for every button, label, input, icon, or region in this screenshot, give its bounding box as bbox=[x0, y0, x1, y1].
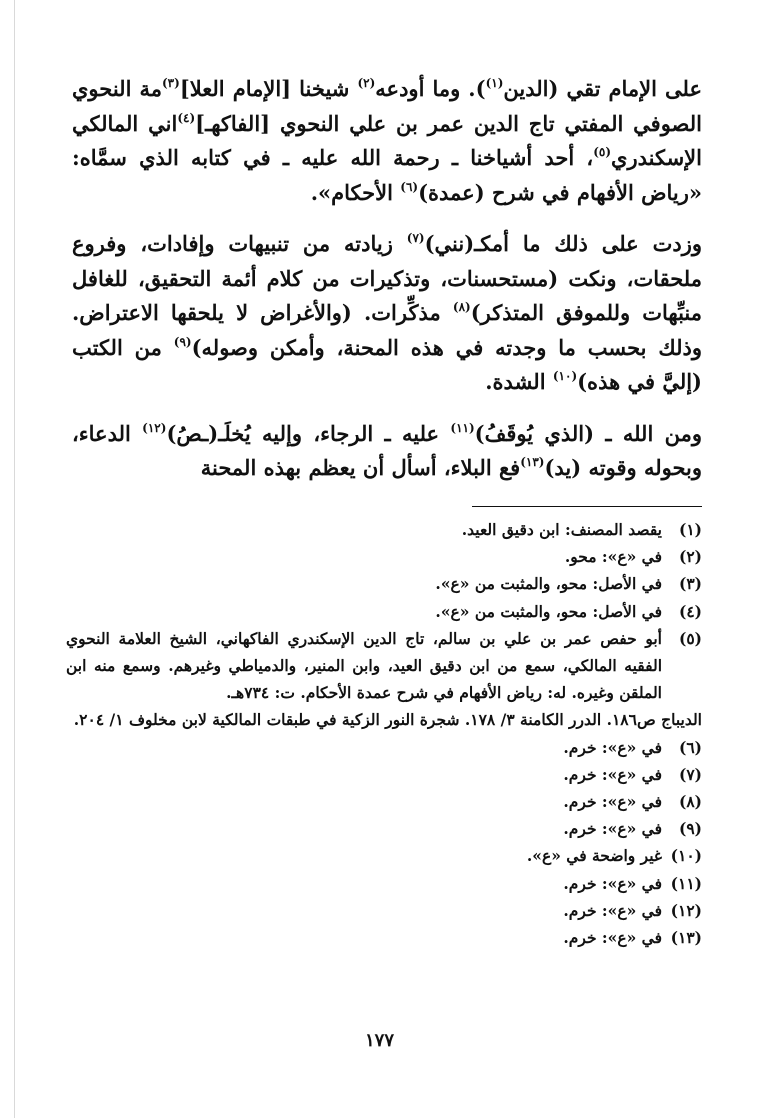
footnote-item bbox=[66, 842, 702, 869]
footnote-text: في «ع»: خرم. bbox=[563, 792, 662, 812]
text-span: اني المالكي الإسكندري bbox=[72, 110, 702, 170]
footnote-text: غير واضحة في «ع». bbox=[526, 846, 662, 866]
footnote-item bbox=[66, 897, 702, 924]
footnote-ref: (١٠) bbox=[552, 369, 578, 383]
footnote-text: في الأصل: محو، والمثبت من «ع». bbox=[435, 574, 662, 594]
footnote-text: أبو حفص عمر بن علي بن سالم، تاج الدين الإسكندري الفاكهاني، الشيخ العلامة النحوي الفقيه المالكي، سمع من ابن دقيق العيد، وابن المنير، والدمياطي وغيرهم. وسمع منه ابن الملقن وغيره. له: رياض الأفهام في شرح عمدة الأحكام. ت: ٧٣٤هـ. bbox=[66, 628, 662, 703]
footnote-item bbox=[66, 788, 702, 815]
text-span: الأحكام». bbox=[310, 179, 401, 205]
footnote-separator bbox=[472, 506, 702, 507]
footnote-ref: (١١) bbox=[450, 420, 475, 435]
footnote-source-line: الديباج ص١٨٦. الدرر الكامنة ٣/ ١٧٨. شجرة النور الزكية في طبقات المالكية لابن مخلوف ١/ ٢٠٤. bbox=[73, 710, 702, 730]
footnote-text: في «ع»: خرم. bbox=[563, 737, 662, 757]
text-span: عليه ـ الرجاء، وإليه يُخلَـ(ـصُ) bbox=[166, 420, 451, 446]
footnote-item bbox=[66, 543, 702, 570]
footnote-ref: (٢) bbox=[357, 76, 376, 90]
footnote-number: (١١) bbox=[670, 873, 702, 893]
footnote-number: (٤) bbox=[678, 601, 702, 621]
footnote-item bbox=[66, 870, 702, 897]
footnote-number: (٦) bbox=[678, 737, 702, 757]
footnote-number: (٨) bbox=[678, 792, 702, 812]
footnote-ref: (٨) bbox=[452, 300, 471, 314]
footnote-text: في «ع»: خرم. bbox=[563, 819, 662, 839]
footnote-ref: (١) bbox=[485, 76, 504, 90]
footnote-text: في «ع»: محو. bbox=[564, 547, 662, 567]
footnote-item bbox=[66, 570, 702, 597]
footnote-text: في «ع»: خرم. bbox=[563, 873, 662, 893]
paragraph-3 bbox=[72, 417, 702, 486]
footnote-number: (١٣) bbox=[670, 928, 702, 948]
footnote-text: في «ع»: خرم. bbox=[563, 928, 662, 948]
text-span: مة النحوي الصوفي المفتي تاج الدين عمر بن علي النحوي [الفاكهـ] bbox=[72, 76, 702, 136]
footnote-ref: (٣) bbox=[161, 76, 180, 90]
footnote-number: (١٠) bbox=[670, 846, 702, 866]
footnote-number: (٣) bbox=[678, 574, 702, 594]
footnote-item bbox=[66, 761, 702, 788]
footnote-item bbox=[66, 625, 702, 707]
footnote-item bbox=[66, 598, 702, 625]
footnote-number: (٢) bbox=[678, 547, 702, 567]
text-span: وزدت على ذلك ما أمكـ(نني) bbox=[424, 231, 702, 256]
paragraph-1 bbox=[72, 72, 702, 210]
footnote-ref: (١٢) bbox=[142, 420, 167, 435]
footnote-text: في الأصل: محو، والمثبت من «ع». bbox=[435, 601, 662, 621]
page-number: ١٧٧ bbox=[364, 1030, 394, 1051]
main-text bbox=[72, 72, 702, 486]
page-edge-line bbox=[14, 0, 15, 1118]
footnote-number: (١) bbox=[678, 520, 702, 539]
text-span: ، أحد أشياخنا ـ رحمة الله عليه ـ في كتابه الذي سمَّاه: «رياض الأفهام في شرح (عمدة) bbox=[72, 145, 702, 205]
text-span: ومن الله ـ (الذي يُوقَفُ) bbox=[474, 420, 702, 446]
text-span: شيخنا [الإمام العلا] bbox=[179, 76, 358, 101]
footnote-number: (٥) bbox=[678, 628, 702, 648]
footnote-item bbox=[66, 924, 702, 951]
text-span: زيادته من تنبيهات وإفادات، وفروع ملحقات، ونكت (مستحسنات، وتذكيرات من كلام أئمة التحقيق، للغافل منبِّهات وللموفق المتذكر) bbox=[72, 231, 702, 325]
text-span: الدعاء، وبحوله وقوته (يد) bbox=[72, 420, 702, 480]
footnote-number: (١٢) bbox=[670, 900, 702, 920]
footnote-item bbox=[66, 815, 702, 842]
footnote-ref: (٤) bbox=[177, 110, 196, 125]
footnotes bbox=[66, 516, 702, 951]
footnote-item bbox=[66, 516, 702, 543]
footnote-text: يقصد المصنف: ابن دقيق العيد. bbox=[461, 520, 662, 539]
footnote-number: (٧) bbox=[678, 764, 702, 784]
footnote-item bbox=[66, 734, 702, 761]
footnote-ref: (٩) bbox=[173, 334, 192, 349]
text-span: الشدة. bbox=[485, 369, 553, 394]
footnote-text: في «ع»: خرم. bbox=[563, 900, 662, 920]
footnote-ref: (٦) bbox=[400, 179, 419, 194]
footnote-ref: (٧) bbox=[406, 231, 425, 245]
text-span: من الكتب (إليَّ في هذه) bbox=[72, 334, 702, 394]
paragraph-2 bbox=[72, 227, 702, 400]
text-span: ). وما أودعه bbox=[375, 76, 486, 101]
footnote-ref: (٥) bbox=[593, 145, 612, 159]
footnote-number: (٩) bbox=[678, 819, 702, 839]
footnote-ref: (١٣) bbox=[520, 455, 545, 469]
text-span: مذكِّرات. (والأغراض لا يلحقها الاعتراض. وذلك بحسب ما وجدته في هذه المحنة، وأمكن وصوله) bbox=[72, 300, 702, 360]
footnote-text: في «ع»: خرم. bbox=[563, 764, 662, 784]
text-span: فع البلاء، أسأل أن يعظم بهذه المحنة bbox=[200, 455, 521, 480]
text-span: على الإمام تقي (الدين bbox=[503, 76, 703, 101]
